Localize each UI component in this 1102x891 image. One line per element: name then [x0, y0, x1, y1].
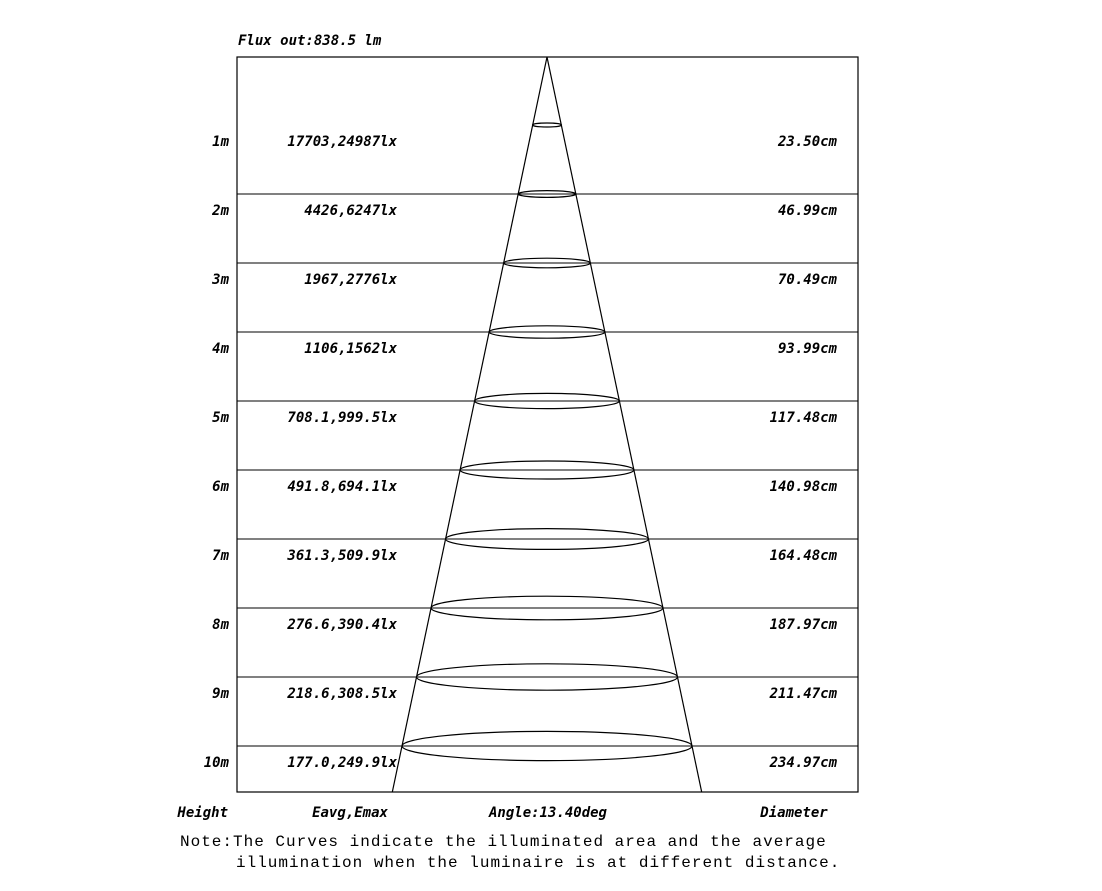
flux-title: Flux out:838.5 lm: [238, 33, 382, 49]
diameter-label: 117.48cm: [769, 410, 837, 426]
eavg-emax-label: 177.0,249.9lx: [287, 755, 397, 771]
height-label: 7m: [212, 548, 229, 564]
footer-eavg-label: Eavg,Emax: [312, 805, 388, 821]
diameter-label: 234.97cm: [769, 755, 837, 771]
height-label: 8m: [212, 617, 229, 633]
diameter-label: 140.98cm: [769, 479, 837, 495]
height-label: 5m: [212, 410, 229, 426]
height-label: 10m: [203, 755, 229, 771]
height-label: 9m: [212, 686, 229, 702]
diameter-label: 211.47cm: [769, 686, 837, 702]
eavg-emax-label: 708.1,999.5lx: [287, 410, 397, 426]
eavg-emax-label: 1967,2776lx: [304, 272, 397, 288]
height-label: 2m: [212, 203, 229, 219]
diameter-label: 23.50cm: [777, 134, 837, 150]
diameter-label: 93.99cm: [777, 341, 837, 357]
height-label: 6m: [212, 479, 229, 495]
diameter-label: 46.99cm: [777, 203, 837, 219]
height-label: 3m: [212, 272, 229, 288]
footer-diameter-label: Diameter: [760, 805, 828, 821]
eavg-emax-label: 17703,24987lx: [287, 134, 397, 150]
footer-height-label: Height: [177, 805, 228, 821]
illumination-ellipse: [532, 123, 561, 127]
eavg-emax-label: 4426,6247lx: [304, 203, 397, 219]
height-label: 4m: [212, 341, 229, 357]
eavg-emax-label: 491.8,694.1lx: [287, 479, 397, 495]
diameter-label: 70.49cm: [777, 272, 837, 288]
eavg-emax-label: 276.6,390.4lx: [287, 617, 397, 633]
eavg-emax-label: 218.6,308.5lx: [287, 686, 397, 702]
note-line-2: illumination when the luminaire is at different distance.: [236, 854, 841, 872]
beam-angle-label: Angle:13.40deg: [488, 805, 608, 821]
note-line-1: Note:The Curves indicate the illuminated area and the average: [180, 833, 827, 851]
diameter-label: 187.97cm: [769, 617, 837, 633]
height-label: 1m: [212, 134, 229, 150]
eavg-emax-label: 361.3,509.9lx: [287, 548, 397, 564]
cone-right-edge: [547, 57, 702, 792]
cone-left-edge: [392, 57, 547, 792]
diameter-label: 164.48cm: [769, 548, 837, 564]
eavg-emax-label: 1106,1562lx: [304, 341, 397, 357]
